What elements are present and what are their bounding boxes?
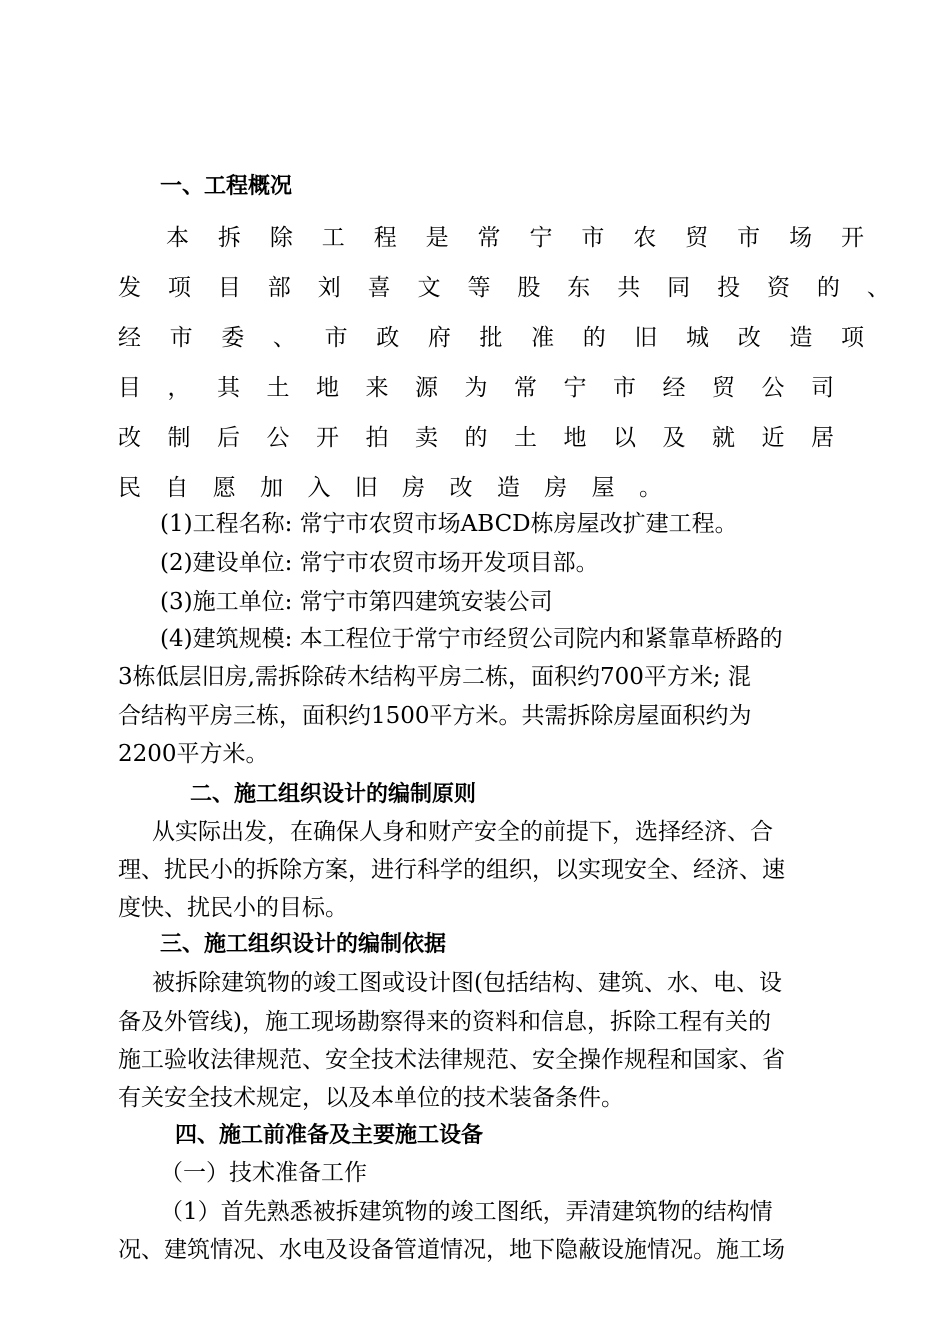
spread-char: 项 [840, 325, 864, 351]
spread-char: 的 [464, 425, 488, 451]
spread-char: 政 [376, 325, 400, 351]
spread-char: 市 [324, 325, 348, 351]
spread-char: 委 [221, 325, 245, 351]
spread-char: 部 [267, 275, 291, 301]
spread-char: 本 [166, 225, 189, 251]
spread-char: 拆 [217, 225, 241, 251]
spread-char: 公 [761, 375, 785, 401]
spread-char: 公 [266, 425, 290, 451]
principle-line: 度快、扰民小的目标。 [118, 895, 348, 921]
spread-char: 造 [789, 325, 813, 351]
overview-line [166, 223, 864, 253]
spread-char: 准 [531, 325, 555, 351]
spread-char: 改 [449, 475, 473, 501]
spread-char: 房 [544, 475, 568, 501]
scale-item-cont: 2200平方米。 [118, 741, 269, 767]
basis-line: 施工验收法律规范、安全技术法律规范、安全操作规程和国家、省 [118, 1047, 785, 1073]
prep-line: （1）首先熟悉被拆建筑物的竣工图纸，弄清建筑物的结构情 [160, 1199, 773, 1225]
overview-line [118, 373, 834, 403]
spread-char: 土 [514, 425, 537, 451]
spread-char: 同 [667, 275, 691, 301]
spread-char: 的 [582, 325, 606, 351]
spread-char: 入 [307, 475, 331, 501]
spread-char: 制 [167, 425, 191, 451]
spread-char: 贸 [685, 225, 709, 251]
spread-char: 改 [118, 425, 141, 451]
spread-char: 市 [737, 225, 761, 251]
builder-item: (2)建设单位: 常宁市农贸市场开发项目部。 [160, 550, 599, 576]
spread-char: 土 [266, 375, 290, 401]
spread-char: 投 [717, 275, 741, 301]
spread-char: 喜 [367, 275, 391, 301]
spread-char: 府 [427, 325, 451, 351]
spread-char: 为 [464, 375, 488, 401]
spread-char: 宁 [529, 225, 553, 251]
basis-line: 有关安全技术规定，以及本单位的技术装备条件。 [118, 1085, 624, 1111]
spread-char: 程 [373, 225, 397, 251]
spread-char: 东 [567, 275, 591, 301]
spread-char: 屋 [591, 475, 615, 501]
project-name-item: (1)工程名称: 常宁市农贸市场ABCD栋房屋改扩建工程。 [160, 511, 738, 537]
spread-char: 地 [316, 375, 339, 401]
spread-char: 自 [165, 475, 189, 501]
prep-line: 况、建筑情况、水电及设备管道情况，地下隐蔽设施情况。施工场 [118, 1237, 785, 1263]
spread-char: 其 [217, 375, 240, 401]
scale-item: (4)建筑规模: 本工程位于常宁市经贸公司院内和紧靠草桥路的 [160, 626, 783, 652]
section-2-heading: 二、施工组织设计的编制原则 [190, 782, 477, 807]
spread-char: 除 [269, 225, 293, 251]
spread-char: 开 [840, 225, 864, 251]
spread-char: 项 [167, 275, 191, 301]
spread-char: 后 [217, 425, 240, 451]
spread-char: 地 [563, 425, 587, 451]
spread-char: 目 [118, 375, 141, 401]
spread-char: 就 [712, 425, 735, 451]
spread-char: 共 [617, 275, 641, 301]
spread-char: 目 [217, 275, 241, 301]
section-1-heading: 一、工程概况 [160, 174, 293, 199]
spread-char: 民 [118, 475, 141, 501]
spread-char: 贸 [712, 375, 735, 401]
spread-char: 、 [272, 325, 296, 351]
spread-char: 市 [581, 225, 605, 251]
spread-char: 司 [811, 375, 834, 401]
principle-line: 从实际出发，在确保人身和财产安全的前提下，选择经济、合 [152, 819, 773, 845]
spread-char: 房 [402, 475, 426, 501]
spread-char: 场 [789, 225, 813, 251]
subsection-heading: （一）技术准备工作 [160, 1160, 367, 1186]
overview-line [118, 273, 890, 303]
spread-char: 造 [496, 475, 520, 501]
spread-char: 居 [811, 425, 834, 451]
contractor-item: (3)施工单位: 常宁市第四建筑安装公司 [160, 589, 553, 615]
spread-char: 卖 [415, 425, 438, 451]
basis-line: 被拆除建筑物的竣工图或设计图(包括结构、建筑、水、电、设 [152, 970, 782, 996]
overview-line [118, 423, 834, 453]
spread-char: 来 [365, 375, 389, 401]
overview-line [118, 473, 662, 503]
spread-char: 、 [866, 275, 890, 301]
spread-char: 经 [118, 325, 141, 351]
spread-char: 经 [662, 375, 686, 401]
scale-item-cont: 3栋低层旧房,需拆除砖木结构平房二栋，面积约700平方米; 混 [118, 664, 751, 690]
spread-char: 愿 [212, 475, 236, 501]
spread-char: 农 [633, 225, 657, 251]
scale-item-cont: 合结构平房三栋，面积约1500平方米。共需拆除房屋面积约为 [118, 703, 752, 729]
spread-char: 等 [467, 275, 491, 301]
spread-char: 市 [613, 375, 636, 401]
spread-char: 拍 [365, 425, 389, 451]
spread-char: 常 [514, 375, 537, 401]
section-4-heading: 四、施工前准备及主要施工设备 [175, 1123, 484, 1148]
spread-char: 以 [613, 425, 636, 451]
spread-char: 资 [766, 275, 790, 301]
overview-line [118, 323, 864, 353]
spread-char: 旧 [634, 325, 658, 351]
spread-char: 宁 [563, 375, 587, 401]
spread-char: 常 [477, 225, 501, 251]
spread-char: 。 [638, 475, 662, 501]
spread-char: 文 [417, 275, 441, 301]
principle-line: 理、扰民小的拆除方案，进行科学的组织，以实现安全、经济、速 [118, 857, 785, 883]
spread-char: 加 [260, 475, 284, 501]
spread-char: 源 [415, 375, 438, 401]
spread-char: 发 [118, 275, 141, 301]
spread-char: 工 [321, 225, 345, 251]
spread-char: 刘 [317, 275, 341, 301]
section-3-heading: 三、施工组织设计的编制依据 [160, 932, 447, 957]
spread-char: 改 [737, 325, 761, 351]
basis-line: 备及外管线)，施工现场勘察得来的资料和信息，拆除工程有关的 [118, 1009, 771, 1035]
spread-char: ， [167, 375, 191, 401]
spread-char: 及 [662, 425, 686, 451]
spread-char: 批 [479, 325, 503, 351]
spread-char: 城 [686, 325, 710, 351]
spread-char: 是 [425, 225, 449, 251]
spread-char: 旧 [354, 475, 378, 501]
spread-char: 开 [316, 425, 339, 451]
spread-char: 近 [761, 425, 785, 451]
spread-char: 市 [169, 325, 193, 351]
spread-char: 的 [816, 275, 840, 301]
spread-char: 股 [517, 275, 541, 301]
